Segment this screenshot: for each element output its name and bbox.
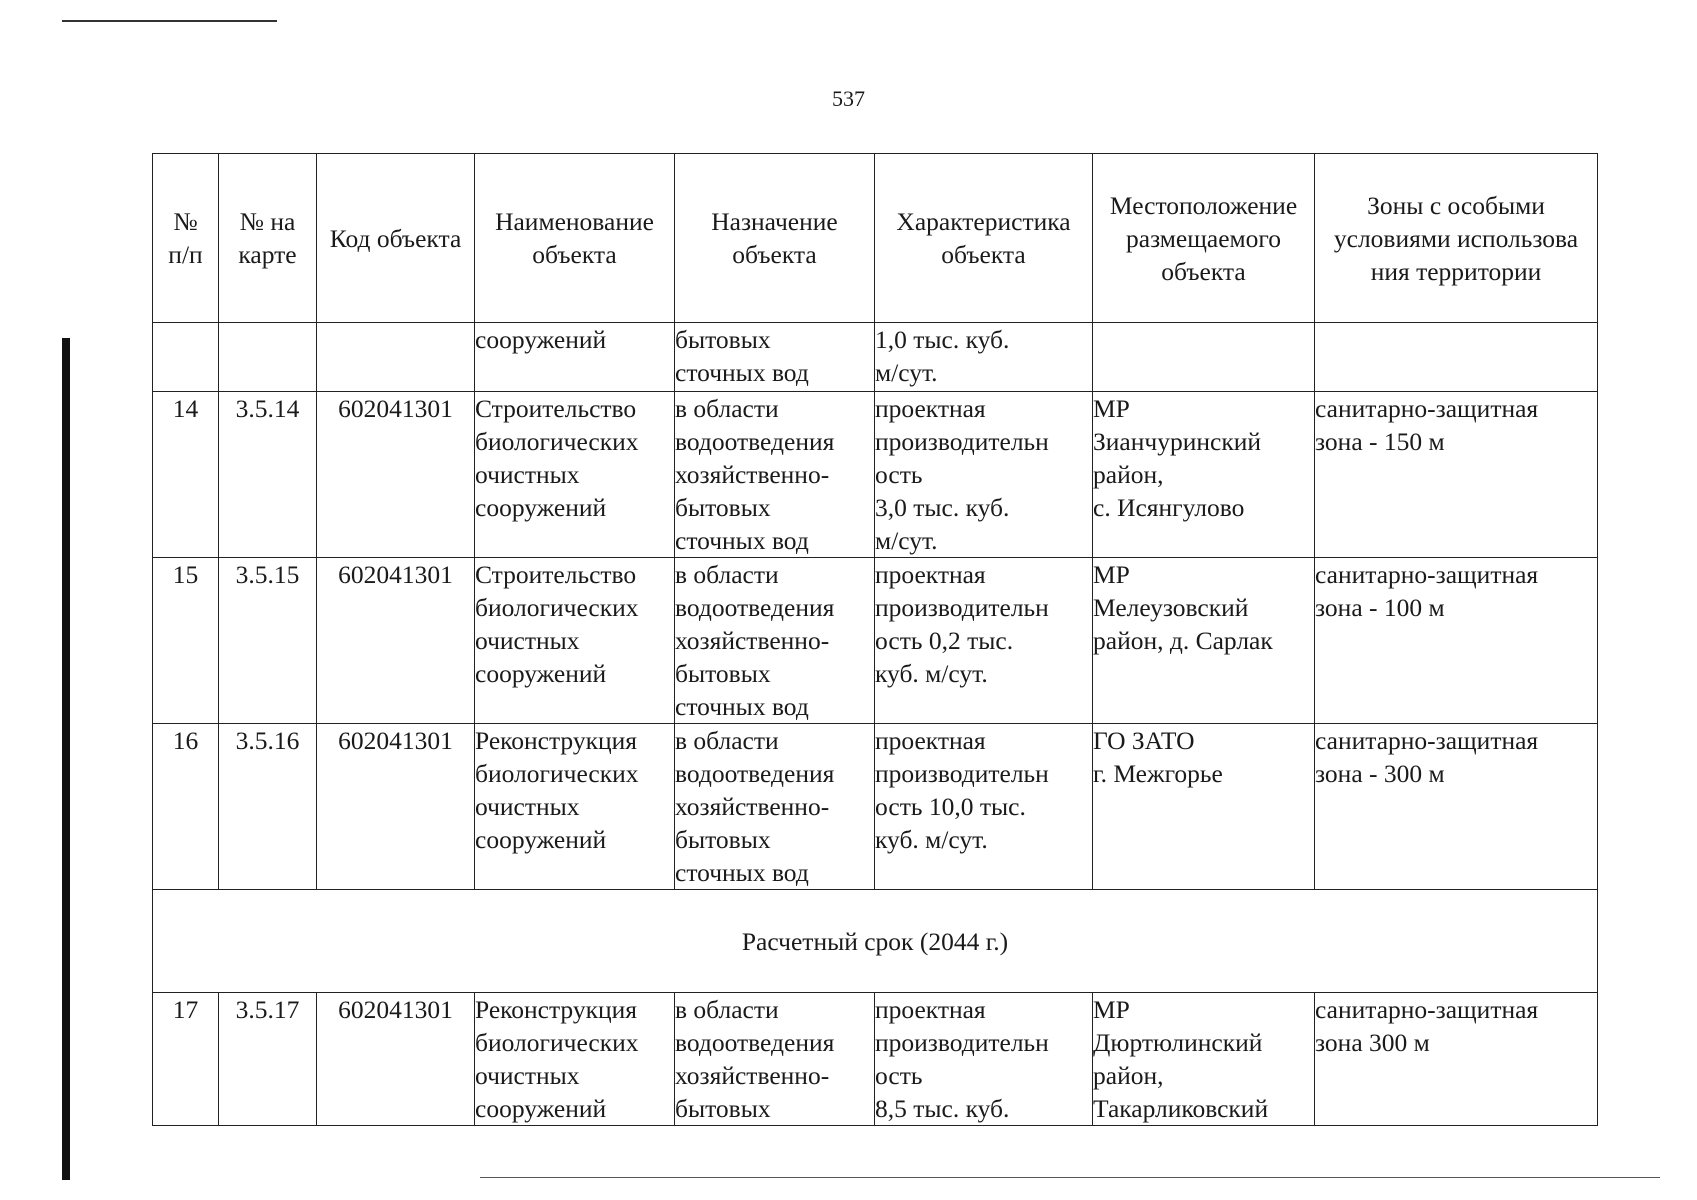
top-rule [62, 20, 277, 22]
row-map-number: 3.5.14 [219, 392, 317, 558]
row-object-location: МР Дюртюлинский район, Такарликовский [1093, 993, 1315, 1126]
cont-name: сооружений [475, 323, 675, 392]
row-object-feature: проектная производительн ость 0,2 тыс. куб. м/сут. [875, 558, 1093, 724]
objects-table [152, 153, 1598, 1126]
row-special-zones: санитарно-защитная зона - 150 м [1315, 392, 1598, 558]
row-object-name: Реконструкция биологических очистных сооружений [475, 724, 675, 890]
row-special-zones: санитарно-защитная зона 300 м [1315, 993, 1598, 1126]
row-num: 14 [153, 392, 219, 558]
row-object-name: Строительство биологических очистных сооружений [475, 558, 675, 724]
scan-edge-bar [62, 338, 70, 1180]
cont-num [153, 323, 219, 392]
cont-zones [1315, 323, 1598, 392]
header-feature: Характеристика объекта [875, 154, 1093, 323]
header-code: Код объекта [317, 154, 475, 323]
bottom-rule [480, 1177, 1660, 1178]
table-row [153, 558, 1598, 724]
header-purpose: Назначение объекта [675, 154, 875, 323]
row-num: 17 [153, 993, 219, 1126]
row-object-location: МР Зианчуринский район, с. Исянгулово [1093, 392, 1315, 558]
page-number: 537 [832, 86, 865, 111]
row-object-code: 602041301 [317, 724, 475, 890]
row-object-purpose: в области водоотведения хозяйственно- бытовых [675, 993, 875, 1126]
cont-code [317, 323, 475, 392]
row-special-zones: санитарно-защитная зона - 100 м [1315, 558, 1598, 724]
row-object-feature: проектная производительн ость 10,0 тыс. куб. м/сут. [875, 724, 1093, 890]
row-object-location: МР Мелеузовский район, д. Сарлак [1093, 558, 1315, 724]
period-label: Расчетный срок (2044 г.) [153, 890, 1598, 993]
continuation-row [153, 323, 1598, 392]
row-object-purpose: в области водоотведения хозяйственно- бытовых сточных вод [675, 724, 875, 890]
row-object-feature: проектная производительн ость 8,5 тыс. куб. [875, 993, 1093, 1126]
row-object-code: 602041301 [317, 392, 475, 558]
row-object-purpose: в области водоотведения хозяйственно- бытовых сточных вод [675, 558, 875, 724]
row-object-purpose: в области водоотведения хозяйственно- бытовых сточных вод [675, 392, 875, 558]
row-num: 16 [153, 724, 219, 890]
row-object-name: Реконструкция биологических очистных сооружений [475, 993, 675, 1126]
header-zones: Зоны с особыми условиями использова ния территории [1315, 154, 1598, 323]
row-map-number: 3.5.17 [219, 993, 317, 1126]
row-map-number: 3.5.15 [219, 558, 317, 724]
cont-location [1093, 323, 1315, 392]
header-map: № на карте [219, 154, 317, 323]
table-row [153, 392, 1598, 558]
period-row [153, 890, 1598, 993]
row-object-code: 602041301 [317, 993, 475, 1126]
cont-purpose: бытовых сточных вод [675, 323, 875, 392]
table-row [153, 993, 1598, 1126]
header-location: Местоположение размещаемого объекта [1093, 154, 1315, 323]
header-row [153, 154, 1598, 323]
table-row [153, 724, 1598, 890]
row-special-zones: санитарно-защитная зона - 300 м [1315, 724, 1598, 890]
row-object-code: 602041301 [317, 558, 475, 724]
cont-map [219, 323, 317, 392]
row-num: 15 [153, 558, 219, 724]
row-map-number: 3.5.16 [219, 724, 317, 890]
row-object-location: ГО ЗАТО г. Межгорье [1093, 724, 1315, 890]
header-num: № п/п [153, 154, 219, 323]
row-object-name: Строительство биологических очистных сооружений [475, 392, 675, 558]
cont-feature: 1,0 тыс. куб. м/сут. [875, 323, 1093, 392]
row-object-feature: проектная производительн ость 3,0 тыс. куб. м/сут. [875, 392, 1093, 558]
header-name: Наименование объекта [475, 154, 675, 323]
